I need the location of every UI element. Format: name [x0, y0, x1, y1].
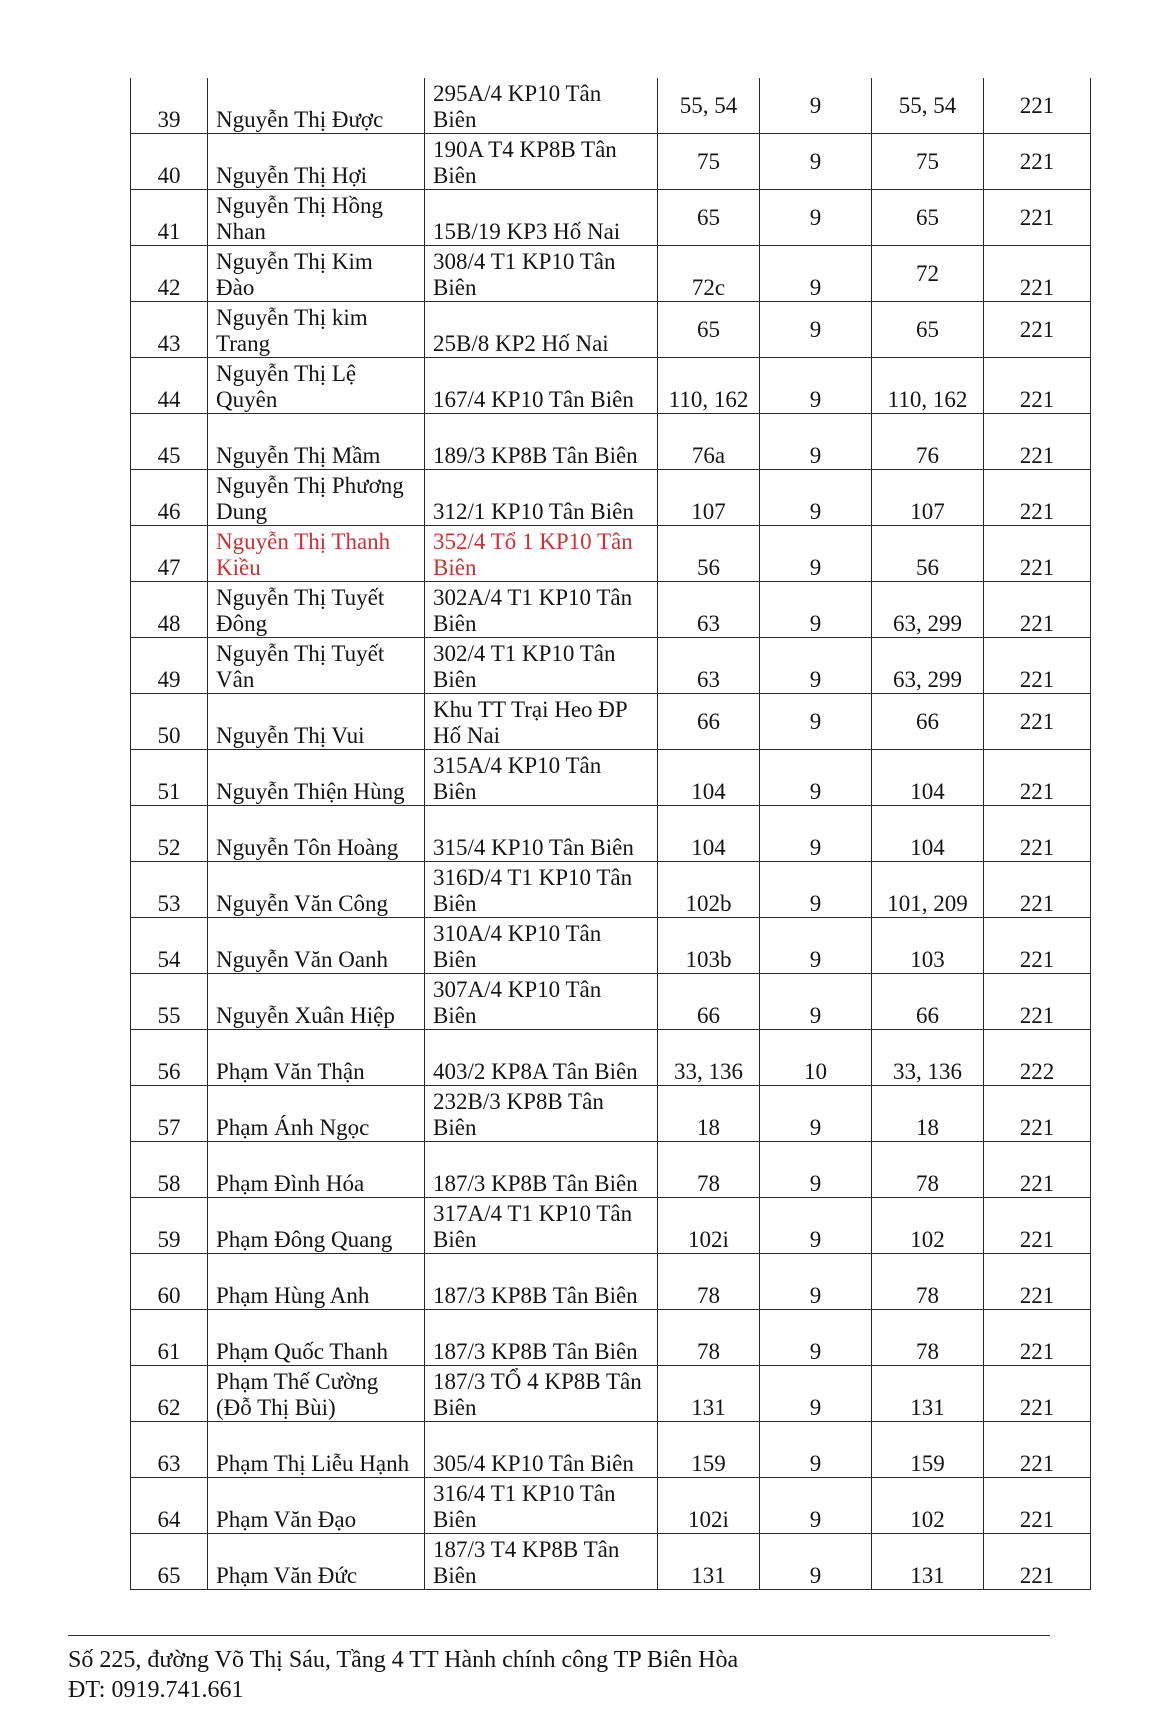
old-map-sheet: 9: [760, 302, 872, 358]
old-plot-number: 104: [658, 750, 760, 806]
owner-name: Nguyễn Thị Vui: [208, 694, 425, 750]
old-map-sheet: 9: [760, 582, 872, 638]
new-plot-number: 78: [872, 1254, 984, 1310]
new-plot-number: 131: [872, 1366, 984, 1422]
new-plot-number: 110, 162: [872, 358, 984, 414]
new-plot-number: 75: [872, 134, 984, 190]
row-number: 52: [131, 806, 208, 862]
new-map-sheet: 221: [984, 1254, 1091, 1310]
new-map-sheet: 221: [984, 974, 1091, 1030]
new-plot-number: 66: [872, 974, 984, 1030]
owner-name: Nguyễn Thị Lệ Quyên: [208, 358, 425, 414]
owner-name: Nguyễn Thị Kim Đào: [208, 246, 425, 302]
table-row: [131, 582, 1091, 638]
new-map-sheet: 221: [984, 694, 1091, 750]
owner-name: Nguyễn Văn Oanh: [208, 918, 425, 974]
row-number: 65: [131, 1534, 208, 1590]
row-number: 42: [131, 246, 208, 302]
new-map-sheet: 221: [984, 1478, 1091, 1534]
new-plot-number: 159: [872, 1422, 984, 1478]
row-number: 50: [131, 694, 208, 750]
owner-name: Nguyễn Xuân Hiệp: [208, 974, 425, 1030]
new-map-sheet: 221: [984, 1142, 1091, 1198]
old-plot-number: 63: [658, 638, 760, 694]
owner-address: 167/4 KP10 Tân Biên: [425, 358, 658, 414]
owner-name: Nguyễn Thị Hợi: [208, 134, 425, 190]
old-plot-number: 78: [658, 1310, 760, 1366]
new-plot-number: 78: [872, 1142, 984, 1198]
owner-address: 190A T4 KP8B Tân Biên: [425, 134, 658, 190]
new-plot-number: 131: [872, 1534, 984, 1590]
table-row: [131, 974, 1091, 1030]
owner-name: Phạm Văn Thận: [208, 1030, 425, 1086]
new-map-sheet: 221: [984, 470, 1091, 526]
footer-divider: [68, 1635, 1050, 1636]
owner-address: 305/4 KP10 Tân Biên: [425, 1422, 658, 1478]
new-plot-number: 65: [872, 302, 984, 358]
owner-address: 315/4 KP10 Tân Biên: [425, 806, 658, 862]
new-map-sheet: 221: [984, 414, 1091, 470]
new-plot-number: 76: [872, 414, 984, 470]
footer-address: Số 225, đường Võ Thị Sáu, Tầng 4 TT Hành chính công TP Biên Hòa: [68, 1647, 739, 1673]
table-row: [131, 1198, 1091, 1254]
new-map-sheet: 221: [984, 1086, 1091, 1142]
old-map-sheet: 9: [760, 134, 872, 190]
owner-address: 310A/4 KP10 Tân Biên: [425, 918, 658, 974]
owner-address: 232B/3 KP8B Tân Biên: [425, 1086, 658, 1142]
new-map-sheet: 221: [984, 1366, 1091, 1422]
new-plot-number: 104: [872, 750, 984, 806]
table-row: [131, 694, 1091, 750]
table-row: [131, 1142, 1091, 1198]
table-row: [131, 1366, 1091, 1422]
new-map-sheet: 221: [984, 1534, 1091, 1590]
old-plot-number: 66: [658, 694, 760, 750]
table-row: [131, 134, 1091, 190]
old-map-sheet: 9: [760, 526, 872, 582]
row-number: 58: [131, 1142, 208, 1198]
table-row: [131, 358, 1091, 414]
old-map-sheet: 9: [760, 806, 872, 862]
new-map-sheet: 221: [984, 190, 1091, 246]
owner-address: 187/3 T4 KP8B Tân Biên: [425, 1534, 658, 1590]
row-number: 61: [131, 1310, 208, 1366]
old-map-sheet: 9: [760, 638, 872, 694]
new-plot-number: 72: [872, 246, 984, 302]
owner-name: Nguyễn Thị Tuyết Đông: [208, 582, 425, 638]
owner-address: 315A/4 KP10 Tân Biên: [425, 750, 658, 806]
new-map-sheet: 221: [984, 526, 1091, 582]
old-map-sheet: 9: [760, 862, 872, 918]
owner-name: Nguyễn Thị Phương Dung: [208, 470, 425, 526]
owner-name: Phạm Đình Hóa: [208, 1142, 425, 1198]
owner-address: 317A/4 T1 KP10 Tân Biên: [425, 1198, 658, 1254]
owner-name: Phạm Thị Liễu Hạnh: [208, 1422, 425, 1478]
old-plot-number: 104: [658, 806, 760, 862]
old-map-sheet: 9: [760, 694, 872, 750]
old-map-sheet: 9: [760, 78, 872, 134]
land-record-table: [130, 78, 1091, 1590]
old-plot-number: 102b: [658, 862, 760, 918]
owner-address: 316/4 T1 KP10 Tân Biên: [425, 1478, 658, 1534]
owner-address: 187/3 KP8B Tân Biên: [425, 1310, 658, 1366]
new-plot-number: 63, 299: [872, 638, 984, 694]
table-row: [131, 1254, 1091, 1310]
old-plot-number: 131: [658, 1534, 760, 1590]
new-map-sheet: 221: [984, 918, 1091, 974]
table-row: [131, 638, 1091, 694]
owner-name: Nguyễn Thị Được: [208, 78, 425, 134]
table-row: [131, 190, 1091, 246]
old-plot-number: 33, 136: [658, 1030, 760, 1086]
new-map-sheet: 221: [984, 1198, 1091, 1254]
owner-address: 187/3 TỔ 4 KP8B Tân Biên: [425, 1366, 658, 1422]
owner-address: 352/4 Tổ 1 KP10 Tân Biên: [425, 526, 658, 582]
owner-name: Nguyễn Tôn Hoàng: [208, 806, 425, 862]
new-map-sheet: 221: [984, 1422, 1091, 1478]
table-row: [131, 302, 1091, 358]
table-row: [131, 1534, 1091, 1590]
new-map-sheet: 221: [984, 246, 1091, 302]
row-number: 49: [131, 638, 208, 694]
new-plot-number: 56: [872, 526, 984, 582]
owner-address: 187/3 KP8B Tân Biên: [425, 1142, 658, 1198]
row-number: 53: [131, 862, 208, 918]
owner-name: Nguyễn Thị Thanh Kiều: [208, 526, 425, 582]
owner-address: 316D/4 T1 KP10 Tân Biên: [425, 862, 658, 918]
old-map-sheet: 9: [760, 1198, 872, 1254]
owner-name: Phạm Ánh Ngọc: [208, 1086, 425, 1142]
old-plot-number: 102i: [658, 1198, 760, 1254]
owner-name: Phạm Quốc Thanh: [208, 1310, 425, 1366]
old-map-sheet: 9: [760, 1422, 872, 1478]
owner-address: 189/3 KP8B Tân Biên: [425, 414, 658, 470]
table-row: [131, 806, 1091, 862]
row-number: 47: [131, 526, 208, 582]
new-plot-number: 18: [872, 1086, 984, 1142]
old-plot-number: 78: [658, 1142, 760, 1198]
old-map-sheet: 9: [760, 1534, 872, 1590]
table-row: [131, 862, 1091, 918]
row-number: 44: [131, 358, 208, 414]
owner-name: Phạm Văn Đức: [208, 1534, 425, 1590]
footer-phone: ĐT: 0919.741.661: [68, 1677, 244, 1703]
row-number: 54: [131, 918, 208, 974]
old-plot-number: 103b: [658, 918, 760, 974]
old-plot-number: 75: [658, 134, 760, 190]
old-map-sheet: 9: [760, 1478, 872, 1534]
row-number: 55: [131, 974, 208, 1030]
old-map-sheet: 9: [760, 246, 872, 302]
table-row: [131, 246, 1091, 302]
row-number: 56: [131, 1030, 208, 1086]
old-plot-number: 56: [658, 526, 760, 582]
table-row: [131, 1086, 1091, 1142]
row-number: 60: [131, 1254, 208, 1310]
row-number: 63: [131, 1422, 208, 1478]
row-number: 41: [131, 190, 208, 246]
row-number: 39: [131, 78, 208, 134]
row-number: 46: [131, 470, 208, 526]
owner-name: Nguyễn Thị Hồng Nhan: [208, 190, 425, 246]
new-map-sheet: 221: [984, 134, 1091, 190]
old-plot-number: 110, 162: [658, 358, 760, 414]
owner-address: 25B/8 KP2 Hố Nai: [425, 302, 658, 358]
old-plot-number: 159: [658, 1422, 760, 1478]
old-map-sheet: 9: [760, 1254, 872, 1310]
old-plot-number: 131: [658, 1366, 760, 1422]
owner-address: 295A/4 KP10 Tân Biên: [425, 78, 658, 134]
owner-name: Nguyễn Thị Mầm: [208, 414, 425, 470]
owner-address: 302A/4 T1 KP10 Tân Biên: [425, 582, 658, 638]
row-number: 48: [131, 582, 208, 638]
old-plot-number: 78: [658, 1254, 760, 1310]
new-plot-number: 102: [872, 1478, 984, 1534]
new-plot-number: 104: [872, 806, 984, 862]
new-map-sheet: 222: [984, 1030, 1091, 1086]
owner-name: Phạm Đông Quang: [208, 1198, 425, 1254]
owner-address: 312/1 KP10 Tân Biên: [425, 470, 658, 526]
new-map-sheet: 221: [984, 582, 1091, 638]
old-plot-number: 102i: [658, 1478, 760, 1534]
new-plot-number: 78: [872, 1310, 984, 1366]
old-map-sheet: 9: [760, 190, 872, 246]
table-body: [131, 78, 1091, 1590]
new-map-sheet: 221: [984, 862, 1091, 918]
owner-name: Phạm Văn Đạo: [208, 1478, 425, 1534]
old-map-sheet: 9: [760, 414, 872, 470]
old-plot-number: 63: [658, 582, 760, 638]
new-plot-number: 55, 54: [872, 78, 984, 134]
old-map-sheet: 9: [760, 1366, 872, 1422]
old-map-sheet: 9: [760, 750, 872, 806]
old-map-sheet: 10: [760, 1030, 872, 1086]
old-plot-number: 65: [658, 302, 760, 358]
new-plot-number: 103: [872, 918, 984, 974]
table-row: [131, 918, 1091, 974]
owner-address: 403/2 KP8A Tân Biên: [425, 1030, 658, 1086]
row-number: 62: [131, 1366, 208, 1422]
new-map-sheet: 221: [984, 78, 1091, 134]
table-row: [131, 1310, 1091, 1366]
new-map-sheet: 221: [984, 638, 1091, 694]
row-number: 51: [131, 750, 208, 806]
table-row: [131, 1422, 1091, 1478]
table-row: [131, 1478, 1091, 1534]
new-map-sheet: 221: [984, 358, 1091, 414]
new-plot-number: 102: [872, 1198, 984, 1254]
table-row: [131, 470, 1091, 526]
old-map-sheet: 9: [760, 1310, 872, 1366]
new-plot-number: 101, 209: [872, 862, 984, 918]
new-plot-number: 33, 136: [872, 1030, 984, 1086]
old-plot-number: 66: [658, 974, 760, 1030]
old-map-sheet: 9: [760, 470, 872, 526]
old-plot-number: 55, 54: [658, 78, 760, 134]
owner-name: Nguyễn Thị Tuyết Vân: [208, 638, 425, 694]
row-number: 45: [131, 414, 208, 470]
row-number: 57: [131, 1086, 208, 1142]
owner-address: Khu TT Trại Heo ĐP Hố Nai: [425, 694, 658, 750]
new-map-sheet: 221: [984, 806, 1091, 862]
owner-name: Nguyễn Văn Công: [208, 862, 425, 918]
owner-address: 302/4 T1 KP10 Tân Biên: [425, 638, 658, 694]
old-map-sheet: 9: [760, 918, 872, 974]
new-map-sheet: 221: [984, 302, 1091, 358]
new-plot-number: 66: [872, 694, 984, 750]
page-footer: [68, 1645, 738, 1705]
row-number: 43: [131, 302, 208, 358]
row-number: 40: [131, 134, 208, 190]
table-row: [131, 78, 1091, 134]
owner-name: Nguyễn Thiện Hùng: [208, 750, 425, 806]
owner-address: 308/4 T1 KP10 Tân Biên: [425, 246, 658, 302]
old-map-sheet: 9: [760, 1086, 872, 1142]
owner-address: 307A/4 KP10 Tân Biên: [425, 974, 658, 1030]
new-plot-number: 63, 299: [872, 582, 984, 638]
new-map-sheet: 221: [984, 750, 1091, 806]
new-map-sheet: 221: [984, 1310, 1091, 1366]
table-row: [131, 750, 1091, 806]
old-plot-number: 72c: [658, 246, 760, 302]
old-plot-number: 107: [658, 470, 760, 526]
owner-name: Phạm Hùng Anh: [208, 1254, 425, 1310]
old-plot-number: 76a: [658, 414, 760, 470]
owner-address: 15B/19 KP3 Hố Nai: [425, 190, 658, 246]
table-row: [131, 1030, 1091, 1086]
old-plot-number: 65: [658, 190, 760, 246]
table-row: [131, 526, 1091, 582]
old-map-sheet: 9: [760, 974, 872, 1030]
old-map-sheet: 9: [760, 1142, 872, 1198]
owner-address: 187/3 KP8B Tân Biên: [425, 1254, 658, 1310]
old-map-sheet: 9: [760, 358, 872, 414]
row-number: 64: [131, 1478, 208, 1534]
new-plot-number: 65: [872, 190, 984, 246]
row-number: 59: [131, 1198, 208, 1254]
owner-name: Phạm Thế Cường (Đỗ Thị Bùi): [208, 1366, 425, 1422]
table-row: [131, 414, 1091, 470]
new-plot-number: 107: [872, 470, 984, 526]
owner-name: Nguyễn Thị kim Trang: [208, 302, 425, 358]
old-plot-number: 18: [658, 1086, 760, 1142]
